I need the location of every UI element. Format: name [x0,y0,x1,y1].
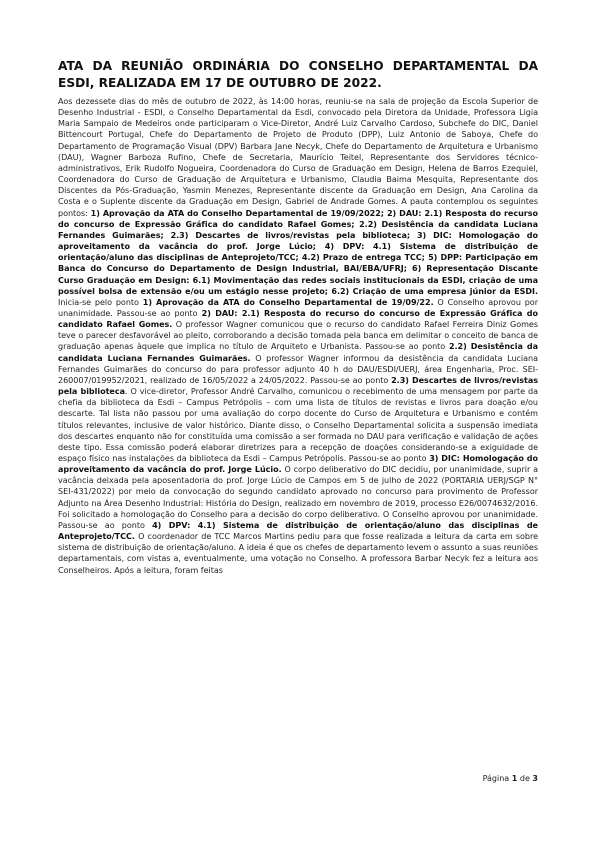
body-text-run: O professor Wagner informou da desistência da candidata Luciana Fernandes Guimarães do concurso do para professor adjunto 40 h do DAU/ESDI/UERJ, área Engenharia, Proc. SEI-260007/019952/2021, realizado de 16/05/2022 a 24/05/2022. Passou-se ao ponto [58,353,538,385]
body-text-run: Aos dezessete dias do mês de outubro de 2022, às 14:00 horas, reuniu-se na sala de projeção da Escola Superior de Desenho Industrial - ESDI, o Conselho Departamental da Esdi, convocado pela Diretora da Unidade, Professora Ligia Maria Sampaio de Medeiros onde participaram o Vice-Diretor, André Luiz Carvalho Cardoso, Subchefe do DIC, Daniel Bittencourt Portugal, Chefe do Departamento de Projeto de Produto (DPP), Luiz Antonio de Saboya, Chefe do Departamento de Programação Visual (DPV) Barbara Jane Necyk, Chefe do Departamento de Arquitetura e Urbanismo (DAU), Wagner Barboza Rufino, Chefe de Secretaria, Maurício Teitel, Representante dos Servidores técnico-administrativos, Erik Rudolfo Nogueira, Coordenadora do Curso de Graduação em Design, Helena de Barros Ezequiel, Coordenadora do Curso de Graduação de Arquitetura e Urbanismo, Claudia Baima Mesquita, Representante dos Discentes da Pós-Graduação, Yasmin Menezes, Representante discente da Graduação em Design, Ana Carolina da Costa e o Suplente discente da Graduação em Design, Gabriel de Andrade Gomes. A pauta contemplou os seguintes pontos: [58,97,538,218]
minutes-body [58,96,538,576]
agenda-item-bold: 2) DAU: 2.1) Resposta do recurso do concurso de Expressão Gráfica do candidato Rafael Gomes. [58,308,538,330]
body-text-run: O professor Wagner comunicou que o recurso do candidato Rafael Ferreira Diniz Gomes teve o parecer desfavorável ao pleito, corroborando a decisão tomada pela banca em delimitar o conceito de banca de graduação apenas àquele que implica no título de Arquiteto e Urbanista. Passou-se ao ponto [58,320,538,352]
agenda-item-bold: 1) Aprovação da ATA do Conselho Departamental de 19/09/2022; 2) DAU: 2.1) Resposta do recurso do concurso de Expressão Gráfica do candidato Rafael Gomes; 2.2) Desistência da candidata Luciana Fernandes Guimarães; 2.3) Descartes de livros/revistas pela biblioteca; 3) DIC: Homologação do aproveitamento da vacância do prof. Jorge Lúcio; 4) DPV: 4.1) Sistema de distribuição de orientação/aluno das disciplinas de Anteprojeto/TCC; 4.2) Prazo de entrega TCC; 5) DPP: Participação em Banca do Concurso do Departamento de Design Industrial, BAI/EBA/UFRJ; 6) Representação Discante Curso Graduação em Design: 6.1) Movimentação das redes sociais institucionais da ESDI, criação de uma possível bolsa de extensão e/ou um estágio nesse projeto; 6.2) Criação de uma empresa júnior da ESDI. [58,208,538,296]
agenda-item-bold: 2.3) Descartes de livros/revistas pela biblioteca [58,375,538,397]
body-text-run: Inicia-se pelo ponto [58,297,143,307]
agenda-item-bold: 2.2) Desistência da candidata Luciana Fernandes Guimarães. [58,342,538,363]
body-text-run: O Conselho aprovou por unanimidade. Passou-se ao ponto [58,297,538,318]
footer-prefix: Página [482,774,512,783]
body-text-run: . O vice-diretor, Professor André Carvalho, comunicou o recebimento de uma mensagem por parte da chefia da biblioteca da Esdi – Campus Petrópolis – com uma lista de títulos de revistas e livros para doação e/ou descarte. Tal lista não passou por uma avaliação do corpo docente do Curso de Arquitetura e Urbanismo e contém títulos relevantes, inclusive de valor histórico. Diante disso, o Conselho Departamental solicita a suspensão imediata dos descartes enquanto não for constituída uma comissão a ser formada no DAU para verificação e validação de ações deste tipo. Essa comissão poderá elaborar diretrizes para a recepção de doações considerando-se a exiguidade de espaço físico nas instalações da biblioteca da Esdi – Campus Petrópolis. Passou-se ao ponto [58,387,538,463]
document-title: ATA DA REUNIÃO ORDINÁRIA DO CONSELHO DEPARTAMENTAL DA ESDI, REALIZADA EM 17 DE OUTUBRO DE 2022. [58,59,538,90]
agenda-item-bold: 4) DPV: 4.1) Sistema de distribuição de orientação/aluno das disciplinas de Anteprojeto/TCC. [58,520,538,542]
current-page-number: 1 [511,774,518,783]
body-text-run: O coordenador de TCC Marcos Martins pediu para que fosse realizada a leitura da carta em sobre sistema de distribuição de orientação/aluno. A ideia é que os chefes de departamento levem o assunto a suas reuniões departamentais, com vistas a, eventualmente, uma votação no Conselho. A professora Barbar Necyk fez a leitura aos Conselheiros. Após a leitura, foram feitas [58,532,538,575]
agenda-item-bold: 3) DIC: Homologação do aproveitamento da vacância do prof. Jorge Lúcio. [58,454,539,475]
total-pages: 3 [532,774,538,783]
body-text-run: O corpo deliberativo do DIC decidiu, por unanimidade, suprir a vacância deixada pela aposentadoria do prof. Jorge Lúcio de Campos em 5 de julho de 2022 (PORTARIA UERJ/SGP N° SEI-431/2022) por meio da convocação do segundo candidato aprovado no concurso para provimento de Professor Adjunto na Área Desenho Industrial: História do Design, realizado em novembro de 2019, processo E26/0074632/2016. Foi solicitado a homologação do Conselho para a decisão do corpo deliberativo. O Conselho aprovou por unanimidade. Passou-se ao ponto [58,465,538,530]
agenda-item-bold: 1) Aprovação da ATA do Conselho Departamental de 19/09/22. [142,297,434,307]
page-footer [483,774,538,783]
footer-middle: de [517,774,533,783]
